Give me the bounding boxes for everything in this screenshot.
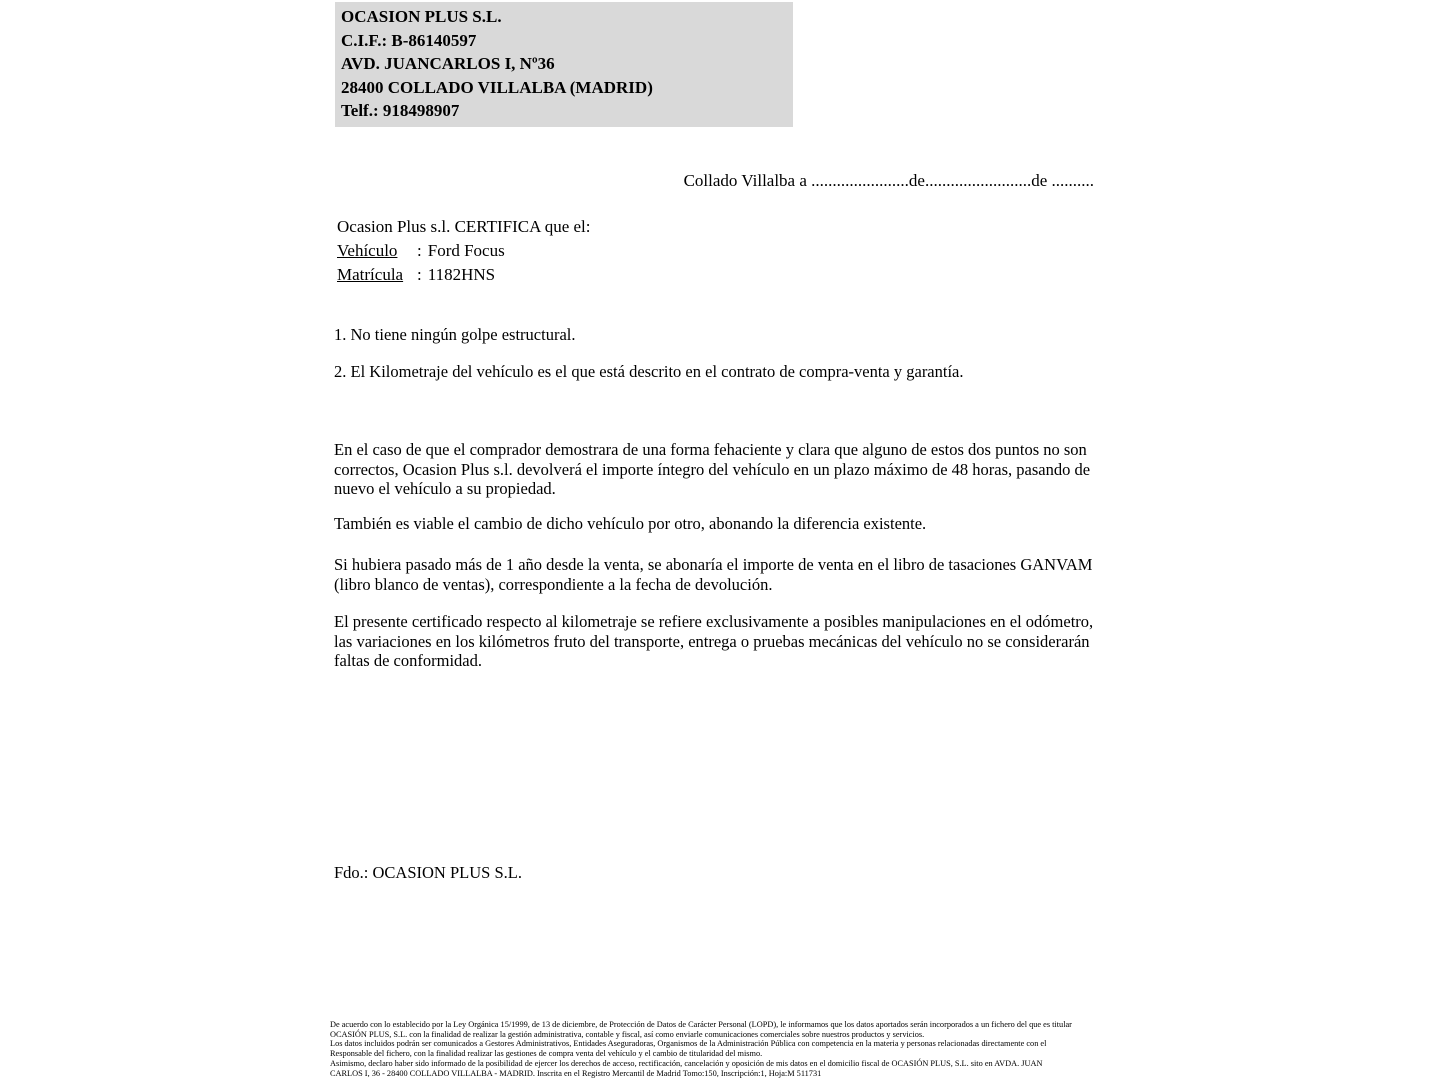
company-name: OCASION PLUS S.L. <box>341 7 502 26</box>
paragraph-ganvam: Si hubiera pasado más de 1 año desde la venta, se abonaría el importe de venta en el libro de tasaciones GANVAM (libro blanco de ventas), correspondiente a la fecha de devolución. <box>334 555 1093 594</box>
condition-item-mileage: 2. El Kilometraje del vehículo es el que está descrito en el contrato de compra-venta y garantía. <box>334 362 964 381</box>
legal-footer-line: De acuerdo con lo establecido por la Ley Orgánica 15/1999, de 13 de diciembre, de Protección de Datos de Carácter Personal (LOPD), le informamos que los datos aportados serán incorporados a un fichero del que es titular <box>330 1020 1072 1029</box>
company-address: AVD. JUANCARLOS I, Nº36 <box>341 54 555 73</box>
company-phone: Telf.: 918498907 <box>341 101 460 120</box>
paragraph-exchange: También es viable el cambio de dicho vehículo por otro, abonando la diferencia existente. <box>334 514 927 533</box>
company-cif: C.I.F.: B-86140597 <box>341 30 477 50</box>
legal-footer-line: CARLOS I, 36 - 28400 COLLADO VILLALBA - MADRID. Inscrita en el Registro Mercantil de Madrid Tomo:150, Inscripción:1, Hoja:M 511731 <box>330 1068 822 1078</box>
legal-footer <box>330 1020 1110 1078</box>
condition-item-structural: 1. No tiene ningún golpe estructural. <box>334 325 576 344</box>
legal-footer-line: Responsable del fichero, con la finalidad realizar las gestiones de compra venta del vehículo y el cambio de titularidad del mismo. <box>330 1049 763 1059</box>
date-line: Collado Villalba a .......................de.........................de .......... <box>683 171 1094 190</box>
vehicle-value: Ford Focus <box>427 241 505 260</box>
vehicle-field <box>337 239 591 263</box>
paragraph-refund: En el caso de que el comprador demostrara de una forma fehaciente y clara que alguno de estos dos puntos no son correctos, Ocasion Plus s.l. devolverá el importe íntegro del vehículo en un plazo máximo de 48 horas, pasando de nuevo el vehículo a su propiedad. <box>334 440 1091 499</box>
legal-footer-line: OCASIÓN PLUS, S.L. con la finalidad de realizar la gestión administrativa, contable y fiscal, así como enviarle comunicaciones comerciales sobre nuestros productos y servicios. <box>330 1029 925 1039</box>
company-header-box <box>335 2 793 127</box>
certify-intro: Ocasion Plus s.l. CERTIFICA que el: <box>337 217 591 236</box>
plate-value: 1182HNS <box>427 265 496 284</box>
paragraph-odometer: El presente certificado respecto al kilometraje se refiere exclusivamente a posibles manipulaciones en el odómetro, las variaciones en los kilómetros fruto del transporte, entrega o pruebas mecánicas del vehículo no se considerarán faltas de conformidad. <box>334 612 1094 671</box>
legal-footer-line: Los datos incluidos podrán ser comunicados a Gestores Administrativos, Entidades Aseguradoras, Organismos de la Administración Pública con competencia en la materia y personas relacionadas directamente con el <box>330 1039 1047 1049</box>
plate-separator: : <box>417 265 422 284</box>
vehicle-separator: : <box>417 241 422 260</box>
signature-line: Fdo.: OCASION PLUS S.L. <box>334 863 522 882</box>
legal-footer-line: Asimismo, declaro haber sido informado de la posibilidad de ejercer los derechos de acceso, rectificación, cancelación y oposición de mis datos en el domicilio fiscal de OCASIÓN PLUS, S.L. sito en AVDA. JUAN <box>330 1058 1043 1068</box>
company-city: 28400 COLLADO VILLALBA (MADRID) <box>341 77 653 97</box>
plate-field <box>337 263 591 287</box>
certify-block <box>337 215 591 287</box>
plate-label: Matrícula <box>337 265 404 284</box>
vehicle-label: Vehículo <box>337 241 398 260</box>
